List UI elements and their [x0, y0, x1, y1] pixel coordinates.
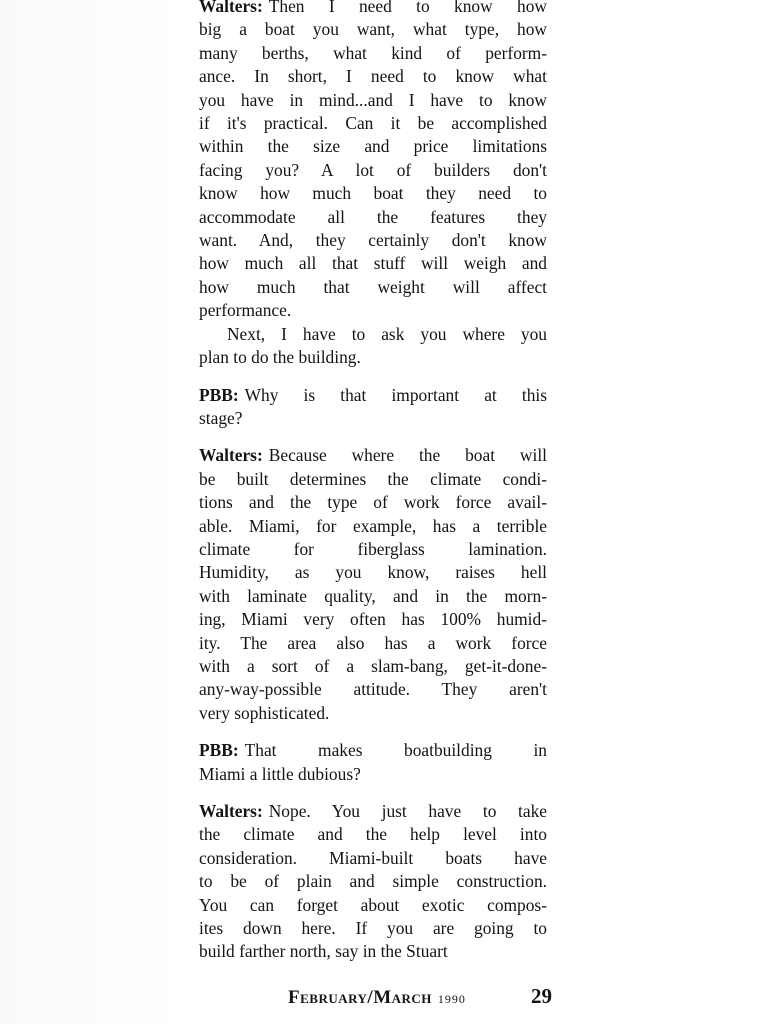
text-line: [199, 632, 547, 655]
paragraph-gap: [199, 725, 547, 739]
line-text: ites down here. If you are going to: [199, 918, 547, 939]
line-text: within the size and price limitations: [199, 136, 547, 157]
line-text: Why is that important at this: [244, 384, 547, 405]
text-line: [199, 159, 547, 182]
issue-year: 1990: [437, 992, 466, 1006]
issue-date: [288, 987, 466, 1009]
text-line: [199, 655, 547, 678]
article-paragraph: [199, 800, 547, 964]
line-text: Humidity, as you know, raises hell: [199, 562, 547, 583]
line-text: you have in mind...and I have to know: [199, 89, 547, 110]
text-line: [199, 252, 547, 275]
article-paragraph: [199, 0, 547, 323]
line-text: Because where the boat will: [268, 445, 547, 466]
text-line: [199, 135, 547, 158]
article-paragraph: [199, 384, 547, 431]
line-text: You can forget about exotic compos-: [199, 894, 547, 915]
line-text: able. Miami, for example, has a terrible: [199, 515, 547, 536]
page-number: 29: [531, 984, 552, 1008]
speaker-label: Walters:: [199, 445, 263, 466]
text-line: [199, 585, 547, 608]
paragraph-gap: [199, 370, 547, 384]
speaker-label: Walters:: [199, 0, 263, 16]
paragraph-gap: [199, 786, 547, 800]
line-text: Next, I have to ask you where you: [227, 323, 547, 344]
line-text: any-way-possible attitude. They aren't: [199, 679, 547, 700]
line-text: how much all that stuff will weigh and: [199, 253, 547, 274]
text-line: [199, 800, 547, 823]
text-line: [199, 763, 547, 786]
text-line: [199, 0, 547, 18]
issue-month: February/March: [288, 987, 432, 1008]
article-paragraph: [199, 739, 547, 786]
text-line: [199, 299, 547, 322]
line-text: if it's practical. Can it be accomplished: [199, 113, 547, 134]
line-text: Then I need to know how: [268, 0, 547, 16]
speaker-label: PBB:: [199, 384, 239, 405]
line-text: know how much boat they need to: [199, 183, 547, 204]
line-text: the climate and the help level into: [199, 824, 547, 845]
text-line: [199, 206, 547, 229]
text-line: [199, 870, 547, 893]
text-line: [199, 182, 547, 205]
page-footer: [288, 984, 552, 1009]
text-line: [199, 678, 547, 701]
text-line: [199, 538, 547, 561]
text-line: [199, 229, 547, 252]
text-line: [199, 89, 547, 112]
text-line: [199, 823, 547, 846]
text-line: [199, 847, 547, 870]
speaker-label: Walters:: [199, 801, 263, 821]
text-line: [199, 276, 547, 299]
line-text: performance.: [199, 300, 292, 321]
text-line: [199, 112, 547, 135]
line-text: with a sort of a slam-bang, get-it-done-: [199, 655, 547, 676]
text-line: [199, 608, 547, 631]
line-text: facing you? A lot of builders don't: [199, 159, 547, 180]
speaker-label: PBB:: [199, 740, 239, 761]
line-text: ing, Miami very often has 100% humid-: [199, 609, 547, 630]
text-line: [199, 702, 547, 725]
text-line: [199, 18, 547, 41]
text-line: [199, 468, 547, 491]
text-line: [199, 894, 547, 917]
line-text: ance. In short, I need to know what: [199, 66, 547, 87]
paragraph-gap: [199, 430, 547, 444]
line-text: Miami a little dubious?: [199, 763, 361, 784]
line-text: That makes boatbuilding in: [244, 740, 547, 761]
line-text: climate for fiberglass lamination.: [199, 538, 547, 559]
line-text: tions and the type of work force avail-: [199, 492, 547, 513]
article-text-column: [199, 0, 547, 964]
text-line: [199, 917, 547, 940]
line-text: very sophisticated.: [199, 702, 330, 723]
line-text: build farther north, say in the Stuart: [199, 941, 448, 962]
text-line: [199, 407, 547, 430]
text-line: [199, 346, 547, 369]
line-text: consideration. Miami-built boats have: [199, 847, 547, 868]
scan-margin: [0, 0, 185, 1024]
article-paragraph: [199, 323, 547, 370]
text-line: [199, 739, 547, 762]
line-text: be built determines the climate condi-: [199, 468, 547, 489]
article-paragraph: [199, 444, 547, 725]
line-text: Nope. You just have to take: [268, 801, 547, 821]
text-line: [199, 491, 547, 514]
text-line: [199, 323, 547, 346]
line-text: want. And, they certainly don't know: [199, 230, 547, 251]
line-text: many berths, what kind of perform-: [199, 42, 547, 63]
line-text: with laminate quality, and in the morn-: [199, 585, 547, 606]
line-text: accommodate all the features they: [199, 206, 547, 227]
text-line: [199, 42, 547, 65]
line-text: plan to do the building.: [199, 347, 361, 368]
line-text: how much that weight will affect: [199, 276, 547, 297]
text-line: [199, 384, 547, 407]
text-line: [199, 561, 547, 584]
line-text: ity. The area also has a work force: [199, 632, 547, 653]
text-line: [199, 65, 547, 88]
text-line: [199, 444, 547, 467]
line-text: big a boat you want, what type, how: [199, 19, 547, 40]
text-line: [199, 940, 547, 963]
text-line: [199, 515, 547, 538]
line-text: stage?: [199, 407, 243, 428]
line-text: to be of plain and simple construction.: [199, 871, 547, 892]
